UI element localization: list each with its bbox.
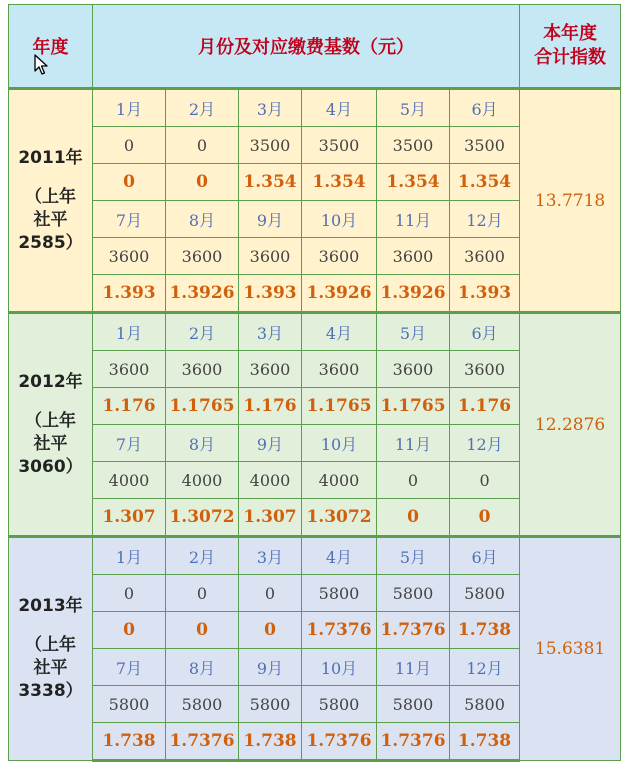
month-cell[interactable]: 10月 <box>302 425 377 462</box>
base-amount-cell[interactable]: 5800 <box>166 686 239 723</box>
month-cell[interactable]: 10月 <box>302 649 377 686</box>
base-amount-cell[interactable]: 3500 <box>377 127 450 164</box>
index-cell[interactable]: 1.7376 <box>302 612 377 649</box>
month-cell[interactable]: 4月 <box>302 537 377 575</box>
year-note: 社平 <box>33 209 68 230</box>
month-cell[interactable]: 5月 <box>377 89 450 127</box>
month-cell[interactable]: 7月 <box>93 425 166 462</box>
index-cell[interactable]: 1.176 <box>450 388 520 425</box>
base-amount-cell[interactable]: 5800 <box>239 686 302 723</box>
index-cell[interactable]: 0 <box>93 164 166 201</box>
months-h1-row <box>9 313 621 351</box>
base-amount-cell[interactable]: 3600 <box>377 238 450 275</box>
index-cell[interactable]: 0 <box>239 612 302 649</box>
base-amount-cell[interactable]: 0 <box>239 575 302 612</box>
base-amount-cell[interactable]: 3600 <box>166 238 239 275</box>
index-cell[interactable]: 0 <box>93 612 166 649</box>
months-h1-row <box>9 537 621 575</box>
index-cell[interactable]: 0 <box>166 164 239 201</box>
base-amount-cell[interactable]: 3600 <box>302 351 377 388</box>
base-amount-cell[interactable]: 0 <box>93 127 166 164</box>
year-total-index-cell[interactable]: 12.2876 <box>520 313 621 537</box>
month-cell[interactable]: 9月 <box>239 649 302 686</box>
header-year-cell[interactable] <box>9 5 93 89</box>
month-cell[interactable]: 4月 <box>302 89 377 127</box>
month-cell[interactable]: 2月 <box>166 313 239 351</box>
month-cell[interactable]: 1月 <box>93 313 166 351</box>
year-note: 2585） <box>18 232 83 253</box>
year-total-index-cell[interactable]: 15.6381 <box>520 537 621 761</box>
header-row <box>9 5 621 89</box>
year-cell[interactable] <box>9 537 93 761</box>
year-label: 2011年 <box>18 147 83 168</box>
year-note: （上年 <box>25 186 76 207</box>
base-amount-cell[interactable]: 0 <box>377 462 450 499</box>
contribution-table <box>8 4 621 762</box>
index-cell[interactable]: 1.393 <box>93 275 166 313</box>
base-amount-cell[interactable]: 3600 <box>302 238 377 275</box>
index-cell[interactable]: 0 <box>166 612 239 649</box>
index-cell[interactable]: 1.3072 <box>302 499 377 537</box>
month-cell[interactable]: 8月 <box>166 649 239 686</box>
month-cell[interactable]: 6月 <box>450 89 520 127</box>
base-amount-cell[interactable]: 4000 <box>166 462 239 499</box>
month-cell[interactable]: 11月 <box>377 425 450 462</box>
index-cell[interactable]: 1.176 <box>93 388 166 425</box>
index-cell[interactable]: 1.354 <box>377 164 450 201</box>
header-year-label: 年度 <box>32 37 69 58</box>
base-amount-cell[interactable]: 3600 <box>93 351 166 388</box>
base-amount-cell[interactable]: 3600 <box>239 351 302 388</box>
base-amount-cell[interactable]: 4000 <box>93 462 166 499</box>
base-amount-cell[interactable]: 3600 <box>450 238 520 275</box>
year-spacer <box>9 394 92 410</box>
year-cell[interactable] <box>9 313 93 537</box>
months-h1-row <box>9 89 621 127</box>
base-amount-cell[interactable]: 3600 <box>239 238 302 275</box>
index-cell[interactable]: 1.3072 <box>166 499 239 537</box>
index-cell[interactable]: 1.3926 <box>302 275 377 313</box>
index-cell[interactable]: 1.7376 <box>166 723 239 761</box>
index-cell[interactable]: 1.7376 <box>377 723 450 761</box>
index-cell[interactable]: 1.738 <box>93 723 166 761</box>
index-cell[interactable]: 1.354 <box>239 164 302 201</box>
base-amount-cell[interactable]: 0 <box>166 575 239 612</box>
year-spacer <box>9 170 92 186</box>
month-cell[interactable]: 9月 <box>239 425 302 462</box>
year-spacer <box>9 618 92 634</box>
month-cell[interactable]: 11月 <box>377 649 450 686</box>
header-months-cell[interactable] <box>93 5 520 89</box>
month-cell[interactable]: 1月 <box>93 537 166 575</box>
month-cell[interactable]: 4月 <box>302 313 377 351</box>
month-cell[interactable]: 2月 <box>166 537 239 575</box>
index-cell[interactable]: 1.738 <box>450 723 520 761</box>
month-cell[interactable]: 1月 <box>93 89 166 127</box>
year-note: 3338） <box>18 681 83 701</box>
month-cell[interactable]: 8月 <box>166 425 239 462</box>
index-cell[interactable]: 1.176 <box>239 388 302 425</box>
month-cell[interactable]: 2月 <box>166 89 239 127</box>
year-label: 2013年 <box>18 596 83 616</box>
month-cell[interactable]: 3月 <box>239 313 302 351</box>
base-amount-cell[interactable]: 0 <box>93 575 166 612</box>
month-cell[interactable]: 3月 <box>239 89 302 127</box>
base-amount-cell[interactable]: 3500 <box>239 127 302 164</box>
base-amount-cell[interactable]: 5800 <box>450 575 520 612</box>
index-cell[interactable]: 1.7376 <box>377 612 450 649</box>
month-cell[interactable]: 7月 <box>93 201 166 238</box>
index-cell[interactable]: 1.7376 <box>302 723 377 761</box>
base-amount-cell[interactable]: 3600 <box>93 238 166 275</box>
index-cell[interactable]: 1.738 <box>239 723 302 761</box>
index-cell[interactable]: 1.354 <box>450 164 520 201</box>
index-cell[interactable]: 1.393 <box>239 275 302 313</box>
index-cell[interactable]: 1.354 <box>302 164 377 201</box>
base-amount-cell[interactable]: 5800 <box>377 575 450 612</box>
index-cell[interactable]: 1.307 <box>239 499 302 537</box>
base-amount-cell[interactable]: 3500 <box>302 127 377 164</box>
month-cell[interactable]: 5月 <box>377 537 450 575</box>
month-cell[interactable]: 12月 <box>450 201 520 238</box>
header-total-cell[interactable] <box>520 5 621 89</box>
base-amount-cell[interactable]: 4000 <box>302 462 377 499</box>
year-note: （上年 <box>25 410 76 431</box>
month-cell[interactable]: 12月 <box>450 425 520 462</box>
base-amount-cell[interactable]: 5800 <box>450 686 520 723</box>
index-cell[interactable]: 1.1765 <box>166 388 239 425</box>
index-cell[interactable]: 1.738 <box>450 612 520 649</box>
base-amount-cell[interactable]: 5800 <box>302 575 377 612</box>
mouse-pointer-icon <box>34 54 50 76</box>
index-cell[interactable]: 1.3926 <box>377 275 450 313</box>
index-cell[interactable]: 1.3926 <box>166 275 239 313</box>
year-cell[interactable] <box>9 89 93 313</box>
year-note: 3060） <box>18 456 83 477</box>
base-amount-cell[interactable]: 3500 <box>450 127 520 164</box>
index-cell[interactable]: 0 <box>377 499 450 537</box>
month-cell[interactable]: 7月 <box>93 649 166 686</box>
index-cell[interactable]: 1.1765 <box>302 388 377 425</box>
index-cell[interactable]: 0 <box>450 499 520 537</box>
index-cell[interactable]: 1.393 <box>450 275 520 313</box>
month-cell[interactable]: 11月 <box>377 201 450 238</box>
month-cell[interactable]: 5月 <box>377 313 450 351</box>
base-amount-cell[interactable]: 3600 <box>166 351 239 388</box>
month-cell[interactable]: 12月 <box>450 649 520 686</box>
index-cell[interactable]: 1.1765 <box>377 388 450 425</box>
year-note: 社平 <box>33 433 68 454</box>
year-note: 社平 <box>33 658 68 678</box>
header-months-label: 月份及对应缴费基数（元） <box>198 37 415 58</box>
year-label: 2012年 <box>18 371 83 392</box>
base-amount-cell[interactable]: 5800 <box>302 686 377 723</box>
year-total-index-cell[interactable]: 13.7718 <box>520 89 621 313</box>
month-cell[interactable]: 8月 <box>166 201 239 238</box>
base-amount-cell[interactable]: 3600 <box>450 351 520 388</box>
base-amount-cell[interactable]: 0 <box>450 462 520 499</box>
month-cell[interactable]: 6月 <box>450 537 520 575</box>
month-cell[interactable]: 9月 <box>239 201 302 238</box>
base-amount-cell[interactable]: 3600 <box>377 351 450 388</box>
month-cell[interactable]: 3月 <box>239 537 302 575</box>
month-cell[interactable]: 6月 <box>450 313 520 351</box>
month-cell[interactable]: 10月 <box>302 201 377 238</box>
base-amount-cell[interactable]: 5800 <box>377 686 450 723</box>
year-note: （上年 <box>25 635 76 655</box>
base-amount-cell[interactable]: 0 <box>166 127 239 164</box>
base-amount-cell[interactable]: 4000 <box>239 462 302 499</box>
base-amount-cell[interactable]: 5800 <box>93 686 166 723</box>
header-total-label-line1: 本年度 <box>543 23 598 44</box>
header-total-label-line2: 合计指数 <box>534 47 607 68</box>
index-cell[interactable]: 1.307 <box>93 499 166 537</box>
